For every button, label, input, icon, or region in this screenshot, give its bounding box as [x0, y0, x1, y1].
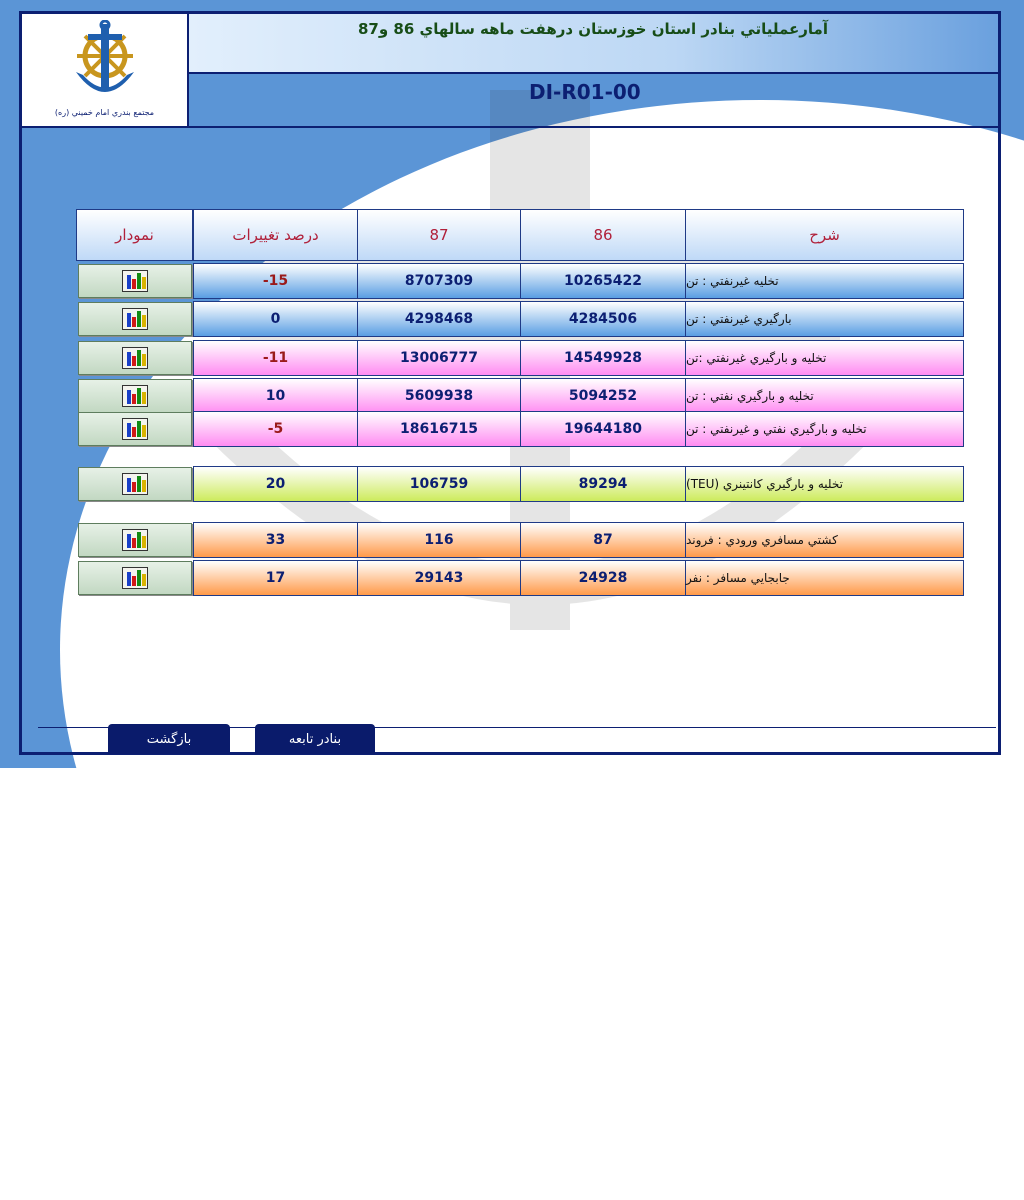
bar-chart-icon-bar [132, 356, 136, 366]
col-header-chart: نمودار [76, 209, 193, 261]
bar-chart-icon-bar [132, 317, 136, 327]
row-cell-y87: 5609938 [357, 378, 521, 414]
bar-chart-icon-bar [127, 478, 131, 492]
logo-caption: مجتمع بندري امام خميني (ره) [54, 108, 155, 117]
row-cell-y87: 106759 [357, 466, 521, 502]
row-cell-y87: 116 [357, 522, 521, 558]
bar-chart-icon-bar [137, 311, 141, 327]
row-cell-y87: 18616715 [357, 411, 521, 447]
bar-chart-icon-bar [127, 534, 131, 548]
row-cell-change: -5 [193, 411, 358, 447]
bar-chart-icon [122, 529, 148, 551]
title-banner [189, 14, 998, 74]
row-cell-description: تخليه و بارگيري كانتينري (TEU) [685, 466, 964, 502]
row-cell-y87: 29143 [357, 560, 521, 596]
bar-chart-icon-bar [137, 273, 141, 289]
bar-chart-icon-bar [127, 313, 131, 327]
bar-chart-icon-bar [142, 480, 146, 492]
chart-button[interactable] [78, 302, 192, 336]
bar-chart-icon-bar [132, 538, 136, 548]
bar-chart-icon [122, 270, 148, 292]
chart-button[interactable] [78, 341, 192, 375]
chart-button[interactable] [78, 412, 192, 446]
bar-chart-icon-bar [137, 532, 141, 548]
bar-chart-icon-bar [142, 315, 146, 327]
bar-chart-icon-bar [132, 427, 136, 437]
bar-chart-icon-bar [132, 394, 136, 404]
bar-chart-icon-bar [137, 476, 141, 492]
row-cell-change: 0 [193, 301, 358, 337]
row-cell-description: تخليه و بارگيري نفتي : تن [685, 378, 964, 414]
bar-chart-icon-bar [142, 425, 146, 437]
chart-button[interactable] [78, 523, 192, 557]
logo [22, 14, 189, 126]
bar-chart-icon [122, 473, 148, 495]
row-cell-y86: 14549928 [520, 340, 686, 376]
row-cell-change: -15 [193, 263, 358, 299]
row-cell-change: -11 [193, 340, 358, 376]
bar-chart-icon-bar [137, 388, 141, 404]
row-cell-y86: 19644180 [520, 411, 686, 447]
col-header-change: درصد تغييرات [193, 209, 358, 261]
row-cell-change: 17 [193, 560, 358, 596]
row-cell-change: 33 [193, 522, 358, 558]
bar-chart-icon [122, 385, 148, 407]
bar-chart-icon-bar [142, 392, 146, 404]
bar-chart-icon-bar [127, 275, 131, 289]
row-cell-y87: 13006777 [357, 340, 521, 376]
row-cell-y87: 8707309 [357, 263, 521, 299]
bar-chart-icon-bar [142, 354, 146, 366]
row-cell-description: جابجايي مسافر : نفر [685, 560, 964, 596]
row-cell-y86: 5094252 [520, 378, 686, 414]
row-cell-change: 10 [193, 378, 358, 414]
subsidiary-ports-button[interactable]: بنادر تابعه [255, 724, 375, 754]
col-header-description: شرح [685, 209, 964, 261]
bar-chart-icon-bar [142, 536, 146, 548]
bar-chart-icon-bar [142, 574, 146, 586]
bar-chart-icon [122, 308, 148, 330]
bar-chart-icon-bar [137, 350, 141, 366]
row-cell-y86: 87 [520, 522, 686, 558]
bar-chart-icon [122, 567, 148, 589]
bar-chart-icon-bar [142, 277, 146, 289]
row-cell-description: تخليه و بارگيري نفتي و غيرنفتي : تن [685, 411, 964, 447]
bar-chart-icon-bar [132, 576, 136, 586]
row-cell-description: بارگيري غيرنفتي : تن [685, 301, 964, 337]
row-cell-y86: 4284506 [520, 301, 686, 337]
bar-chart-icon-bar [127, 572, 131, 586]
col-header-86: 86 [520, 209, 686, 261]
bar-chart-icon [122, 418, 148, 440]
row-cell-y87: 4298468 [357, 301, 521, 337]
row-cell-description: تخليه و بارگيري غيرنفتي :تن [685, 340, 964, 376]
bar-chart-icon-bar [132, 279, 136, 289]
chart-button[interactable] [78, 379, 192, 413]
anchor-emblem-icon [70, 20, 140, 102]
row-cell-y86: 89294 [520, 466, 686, 502]
page-title: آمارعملياتي بنادر استان خوزستان درهفت ماهه سالهاي 86 و87 [358, 20, 828, 38]
bar-chart-icon-bar [137, 421, 141, 437]
back-button[interactable]: بازگشت [108, 724, 230, 754]
row-cell-description: كشتي مسافري ورودي : فروند [685, 522, 964, 558]
header [22, 14, 998, 126]
row-cell-description: تخليه غيرنفتي : تن [685, 263, 964, 299]
bar-chart-icon-bar [137, 570, 141, 586]
row-cell-y86: 24928 [520, 560, 686, 596]
chart-button[interactable] [78, 467, 192, 501]
bar-chart-icon [122, 347, 148, 369]
col-header-87: 87 [357, 209, 521, 261]
header-divider [22, 126, 998, 128]
chart-button[interactable] [78, 264, 192, 298]
chart-button[interactable] [78, 561, 192, 595]
bar-chart-icon-bar [127, 352, 131, 366]
bar-chart-icon-bar [132, 482, 136, 492]
bar-chart-icon-bar [127, 390, 131, 404]
document-code: DI-R01-00 [529, 80, 641, 104]
bar-chart-icon-bar [127, 423, 131, 437]
row-cell-change: 20 [193, 466, 358, 502]
row-cell-y86: 10265422 [520, 263, 686, 299]
